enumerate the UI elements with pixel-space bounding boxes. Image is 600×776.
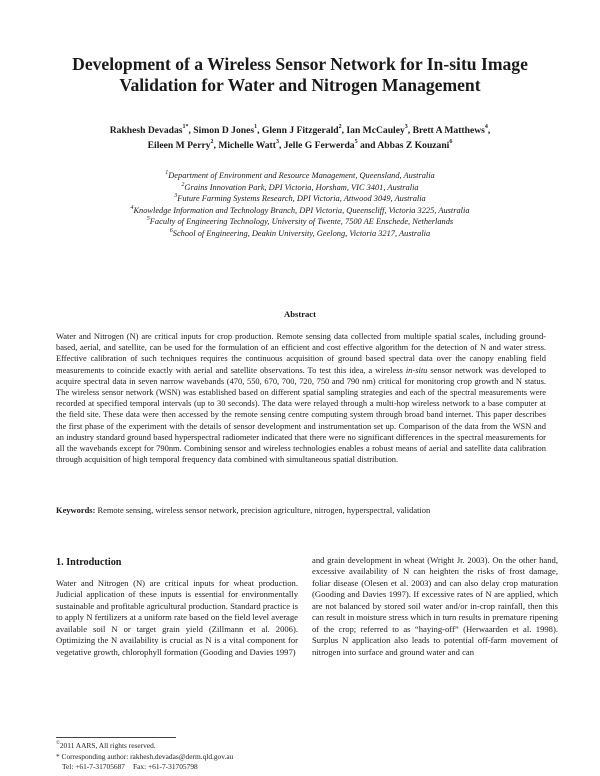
affiliation-sup: 3 xyxy=(174,193,178,200)
affiliation xyxy=(40,205,560,217)
author-sup: 1* xyxy=(182,124,189,130)
author-name: Eileen M Perry xyxy=(147,139,211,151)
affiliation-text: School of Engineering, Deakin University, Geelong, Victoria 3217, Australia xyxy=(172,228,431,238)
affiliation-text: Grains Innovation Park, DPI Victoria, Horsham, VIC 3401, Australia xyxy=(184,182,419,192)
author-name: Simon D Jones xyxy=(193,125,255,136)
author-name: Michelle Watt xyxy=(218,139,276,151)
intro-heading: 1. Introduction xyxy=(56,557,122,568)
abstract-italic: in-situ xyxy=(405,364,428,375)
abstract-part: Water and Nitrogen (N) are critical inputs for crop production. Remote sensing data collected from multiple spatial scales, including ground-based, aerial, and satellite, can be used for the formulation of an efficient and cost effective algorithm for the detection of N and water stress. Effective calibration of such techniques requires the continuous acquisition of ground based spectral data over the canopy enabling field measurements to coincide exactly with aerial and satellite observations. To test this idea, a wireless xyxy=(56,331,546,375)
author-list xyxy=(40,124,560,153)
author-name: Abbas Z Kouzani xyxy=(377,139,450,151)
abstract-text xyxy=(56,331,546,465)
keywords xyxy=(56,505,546,516)
keywords-text: Remote sensing, wireless sensor network, precision agriculture, nitrogen, hyperspectral, validation xyxy=(95,505,431,515)
author-sep: , xyxy=(213,139,219,151)
author-name: Glenn J Fitzgerald xyxy=(261,125,339,136)
copyright-text: 2011 AARS, All rights reserved. xyxy=(59,741,156,750)
author-sup: 3 xyxy=(404,124,408,130)
abstract-part: sensor network was developed to acquire spectral data in seven narrow wavebands (470, 550, 670, 700, 720, 750 and 790 nm) critical for monitoring crop growth and N status. The wireless sensor network (WSN) was established based on different spatial sampling strategies and each of the spectral measurements were recorded at specified temporal intervals (up to 30 seconds). The data were relayed through a multi-hop wireless network to a base computer at the field site. These data were then accessed by the remote sensing centre computing system through broad band internet. This paper describes the first phase of the experiment with the details of sensor development and instrumentation set up. Comparison of the data from the WSN and an industry standard ground based hyperspectral radiometer indicated that there were no significant differences in the spectral measurements for all the wavebands except for 790nm. Combining sensor and wireless technologies enables a robust means of aerial and satellite data calibration through acquisition of high temporal frequency data combined with simultaneous spatial distribution. xyxy=(56,364,546,465)
author-name: Ian McCauley xyxy=(346,125,405,136)
affiliation xyxy=(40,216,560,228)
author-sep: , xyxy=(407,125,413,136)
author-sup: 5 xyxy=(354,138,358,145)
affiliation-list xyxy=(40,170,560,240)
contact-line xyxy=(56,762,356,773)
copyright-symbol: © xyxy=(56,741,60,746)
affiliation-sup: 4 xyxy=(130,204,134,211)
author-line-1 xyxy=(40,124,560,139)
author-and: and xyxy=(357,139,378,151)
author-name: Rakhesh Devadas xyxy=(109,125,183,136)
author-sep: , xyxy=(257,125,262,136)
author-sup: 3 xyxy=(275,138,279,145)
author-sup: 6 xyxy=(449,138,453,145)
affiliation-text: Department of Environment and Resource Management, Queensland, Australia xyxy=(168,171,435,180)
author-sep: , xyxy=(487,125,491,136)
intro-paragraph-right: and grain development in wheat (Wright Jr. 2003). On the other hand, excessive availability of N can heighten the risks of frost damage, foliar disease (Olesen et al. 2003) and can also delay crop maturation (Gooding and Davies 1997). If excessive rates of N are applied, which are not balanced by stored soil water and/or in-crop rainfall, then this can result in moisture stress which in turn results in premature ripening of the crop; referred to as “haying-off” (Herwaarden et al. 1998). Surplus N application also leads to potential off-farm movement of nitrogen into surface and ground water and can xyxy=(312,555,558,657)
intro-paragraph-left: Water and Nitrogen (N) are critical inputs for wheat production. Judicial application of these inputs is essential for environmentally sustainable and profitable agricultural production. Standard practice is to apply N fertilizers at a uniform rate based on the field level average available soil N or target grain yield (Zillmann et al. 2006). Optimizing the N availability is crucial as N is a vital component for vegetative growth, chlorophyll formation (Gooding and Davies 1997) xyxy=(56,578,298,657)
affiliation xyxy=(40,228,560,240)
corresponding-author: * Corresponding author: rakhesh.devadas@derm.qld.gov.au xyxy=(56,751,234,761)
affiliation-sup: 6 xyxy=(169,227,173,234)
affiliation-text: Faculty of Engineering Technology, University of Twente, 7500 AE Enschede, Netherlands xyxy=(149,217,454,227)
copyright-note xyxy=(56,741,356,752)
affiliation-sup: 2 xyxy=(181,181,185,188)
abstract-heading: Abstract xyxy=(284,309,316,319)
fax: Fax: +61-7-31705798 xyxy=(132,762,198,772)
paper-title: Development of a Wireless Sensor Network for In-situ Image Validation for Water and Nitrogen Management xyxy=(72,54,528,95)
affiliation xyxy=(40,182,560,194)
author-sup: 1 xyxy=(254,124,258,130)
affiliation xyxy=(40,170,560,182)
author-sep: , xyxy=(278,139,284,151)
affiliation-sup: 1 xyxy=(165,170,169,176)
affiliation-sup: 5 xyxy=(146,216,150,223)
affiliation xyxy=(40,193,560,205)
author-name: Jelle G Ferwerda xyxy=(283,139,355,151)
affiliation-text: Future Farming Systems Research, DPI Victoria, Attwood 3049, Australia xyxy=(177,194,426,204)
telephone: Tel: +61-7-31705687 xyxy=(62,762,125,772)
author-name: Brett A Matthews xyxy=(412,125,485,136)
author-sep: , xyxy=(341,125,347,136)
keywords-label: Keywords: xyxy=(56,505,96,515)
footnote-divider xyxy=(56,737,176,738)
left-column xyxy=(56,556,298,658)
author-sup: 2 xyxy=(338,124,342,130)
author-sup: 2 xyxy=(210,138,214,145)
author-sep: , xyxy=(188,125,194,136)
author-sup: 4 xyxy=(484,124,488,130)
author-line-2 xyxy=(40,139,560,154)
affiliation-text: Knowledge Information and Technology Branch, DPI Victoria, Queenscliff, Victoria 3225, Australia xyxy=(133,205,470,215)
footnotes xyxy=(56,741,356,773)
right-column xyxy=(312,555,558,658)
